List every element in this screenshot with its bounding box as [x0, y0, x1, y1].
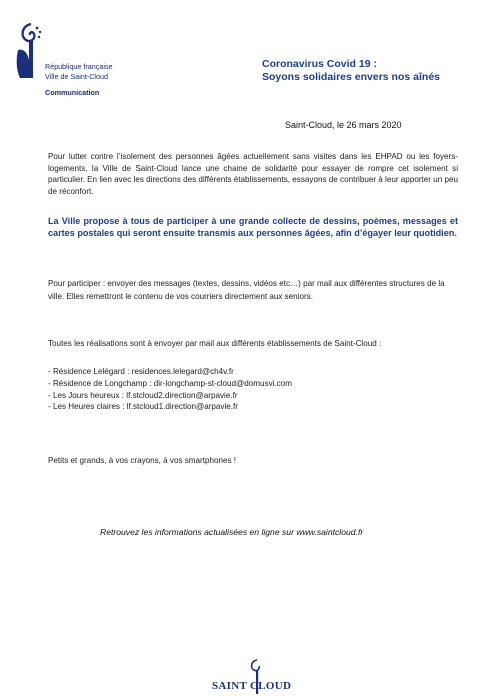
contact-list: [48, 366, 292, 413]
send-all-line: Toutes les réalisations sont à envoyer par mail aux différents établissements de Saint-Cloud :: [48, 339, 382, 348]
contact-item: - Les Jours heureux : lf.stcloud2.direction@arpavie.fr: [48, 390, 238, 400]
contact-item: - Les Heures claires : lf.stcloud1.direction@arpavie.fr: [48, 402, 238, 412]
date-line: Saint-Cloud, le 26 mars 2020: [285, 120, 402, 130]
header-department: Communication: [45, 88, 100, 97]
contact-item: - Résidence Lelégard : residences.lelegard@ch4v.fr: [48, 367, 234, 376]
header-org-line2: Ville de Saint-Cloud: [45, 72, 108, 81]
closing-line: Petits et grands, à vos crayons, à vos smartphones !: [48, 456, 237, 465]
intro-paragraph: Pour lutter contre l’isolement des personnes âgées actuellement sans visites dans les EHPAD ou les foyers-logements, la Ville de Saint-Cloud lance une chaine de solidarité pour essayer de rompre cet isolement si particulier. En lien avec les directions des différents établissements, essayons de contribuer à leur apporter un peu de réconfort.: [48, 152, 458, 196]
participate-paragraph: Pour participer : envoyer des messages (textes, dessins, vidéos etc…) par mail aux différentes structures de la ville. Elles remettront le contenu de vos courriers directement aux seniors.: [48, 279, 445, 301]
title-line2: Soyons solidaires envers nos aînés: [262, 71, 440, 83]
footer-note: Retrouvez les informations actualisées en ligne sur www.saintcloud.fr: [100, 527, 364, 537]
document-title: [262, 58, 440, 84]
highlight-paragraph: La Ville propose à tous de participer à une grande collecte de dessins, poèmes, messages et cartes postales qui seront ensuite transmis aux personnes âgées, afin d’égayer leur quotidien.: [48, 216, 458, 238]
contact-item: - Résidence de Longchamp : dir-longchamp-st-cloud@domusvi.com: [48, 378, 292, 388]
header-organization: [45, 62, 113, 82]
header-org-line1: République française: [45, 62, 113, 71]
title-line1: Coronavirus Covid 19 :: [262, 58, 377, 70]
footer-brand-wordmark: SAINT CLOUD: [212, 680, 292, 692]
saint-cloud-crozier-logo: [14, 20, 48, 82]
